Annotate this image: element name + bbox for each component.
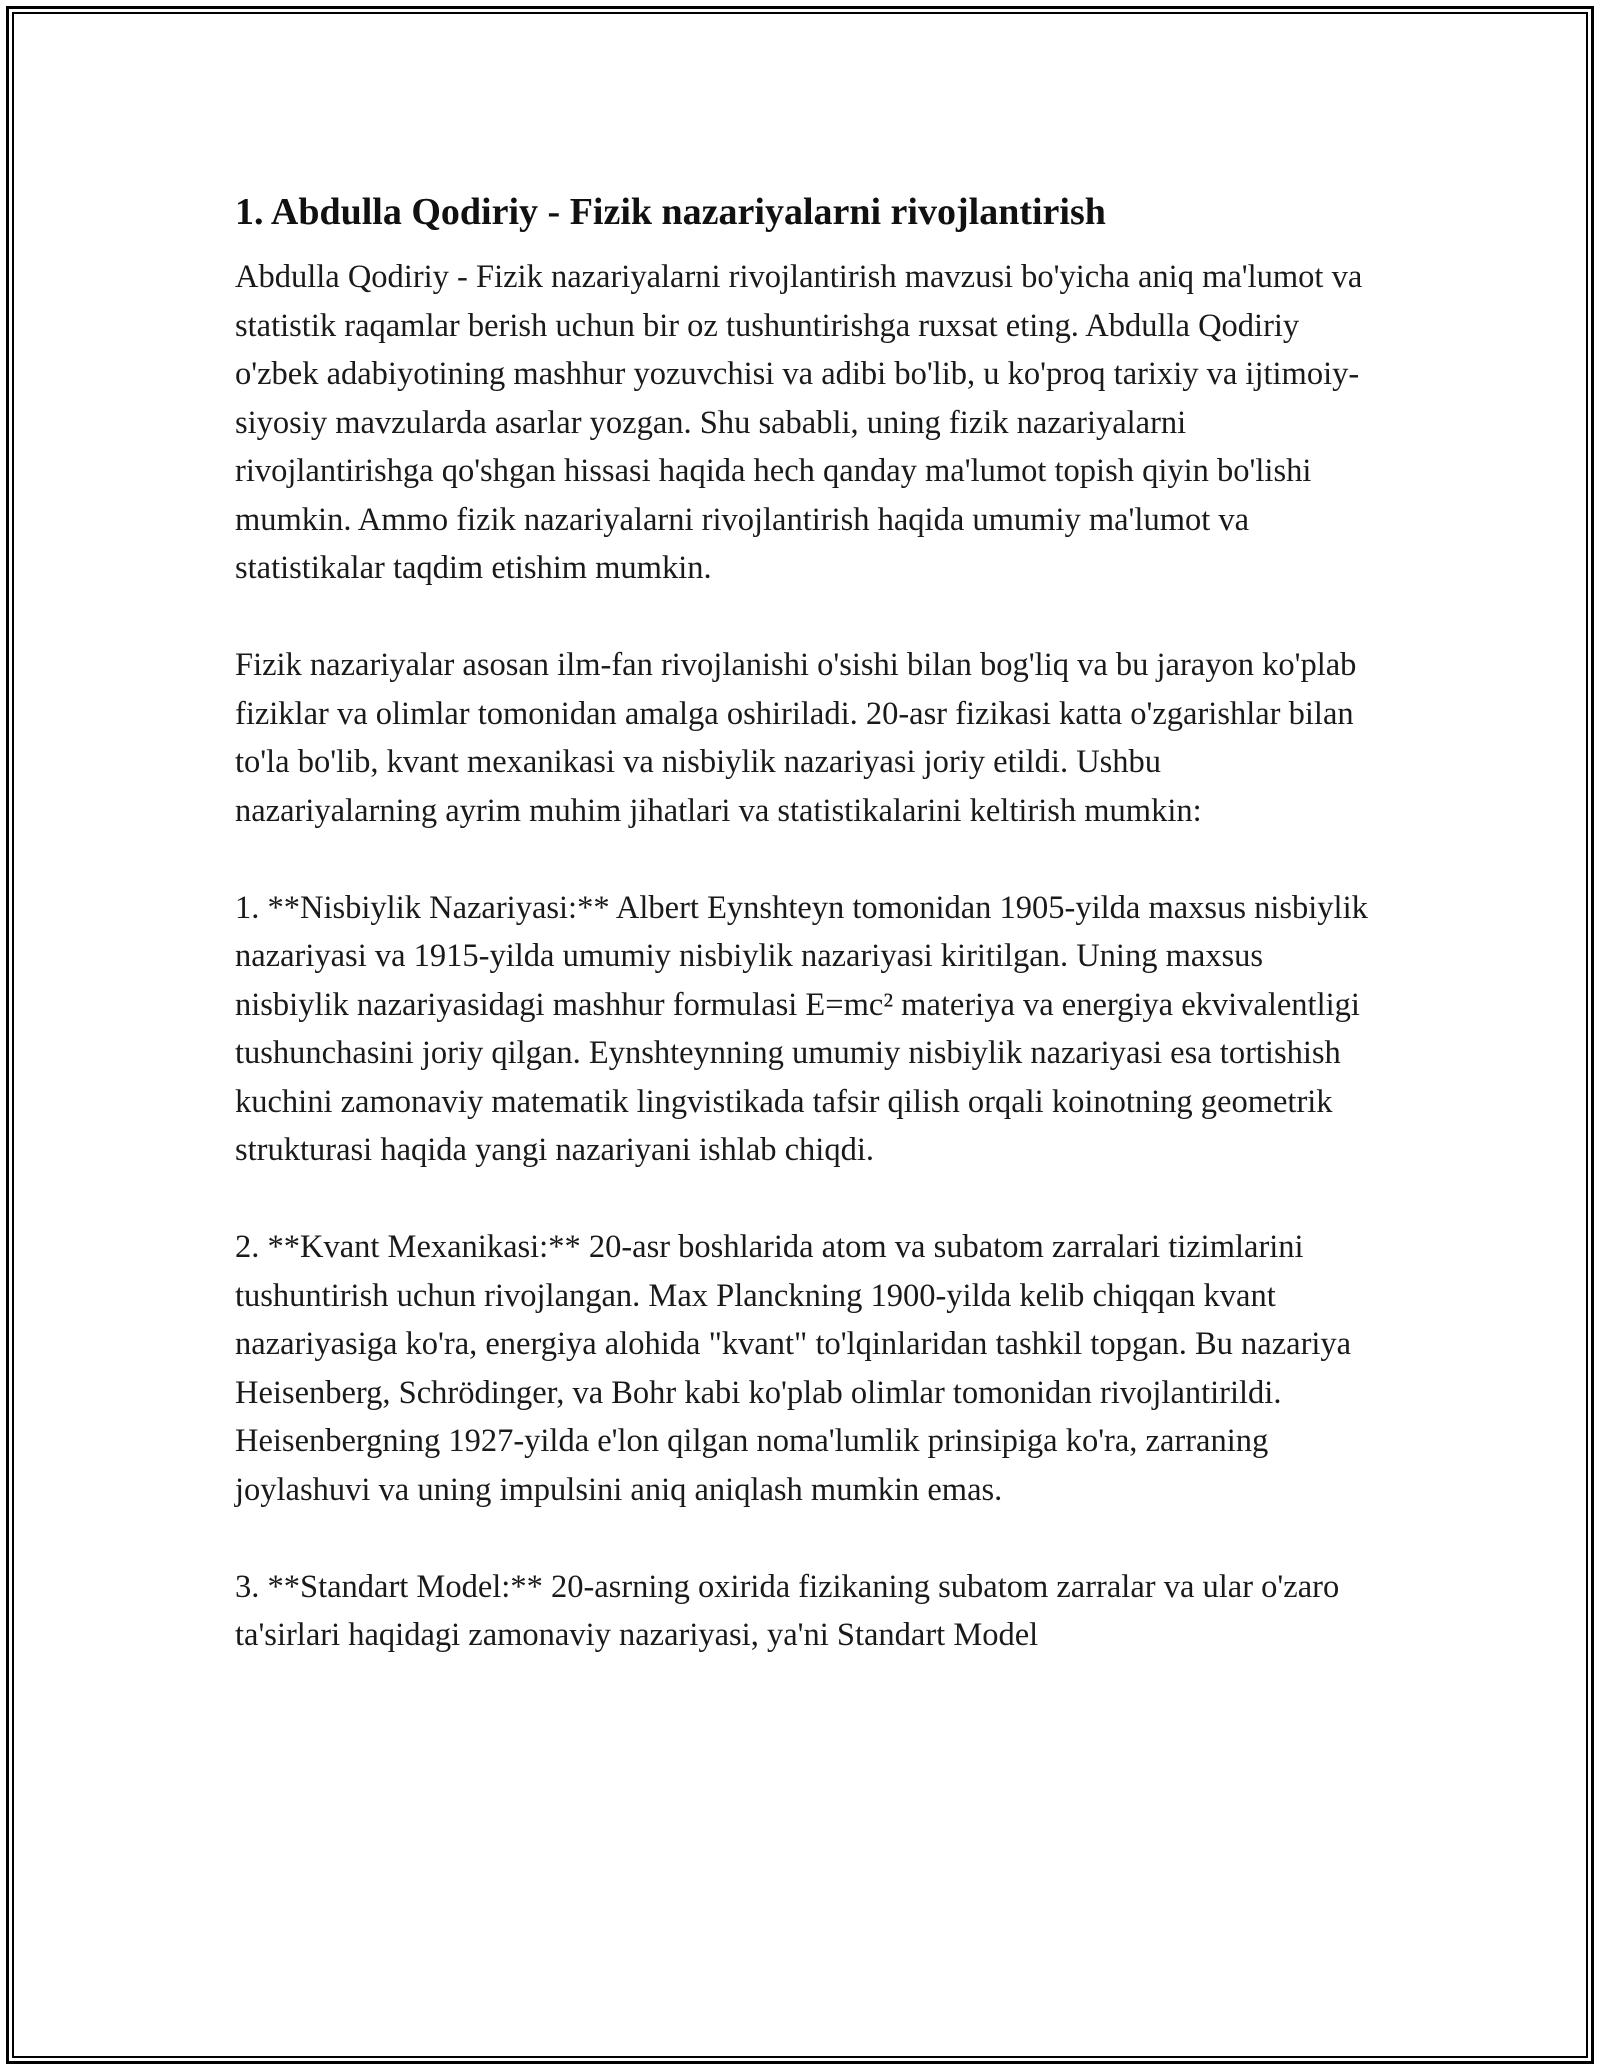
overview-paragraph: Fizik nazariyalar asosan ilm-fan rivojlanishi o'sishi bilan bog'liq va bu jarayon ko'plab fiziklar va olimlar tomonidan amalga oshiriladi. 20-asr fizikasi katta o'zgarishlar bilan to'la bo'lib, kvant mexanikasi va nisbiylik nazariyasi joriy etildi. Ushbu nazariyalarning ayrim muhim jihatlari va statistikalarini keltirish mumkin: — [235, 647, 1357, 829]
standard-model-paragraph: 3. **Standart Model:** 20-asrning oxirida fizikaning subatom zarralar va ular o'zaro ta'sirlari haqidagi zamonaviy nazariyasi, ya'ni Standart Model — [235, 1568, 1340, 1653]
document-body — [235, 185, 1370, 1660]
intro-paragraph: Abdulla Qodiriy - Fizik nazariyalarni rivojlantirish mavzusi bo'yicha aniq ma'lumot va statistik raqamlar berish uchun bir oz tushuntirishga ruxsat eting. Abdulla Qodiriy o'zbek adabiyotining mashhur yozuvchisi va adibi bo'lib, u ko'proq tarixiy va ijtimoiy-siyosiy mavzularda asarlar yozgan. Shu sababli, uning fizik nazariyalarni rivojlantirishga qo'shgan hissasi haqida hech qanday ma'lumot topish qiyin bo'lishi mumkin. Ammo fizik nazariyalarni rivojlantirish haqida umumiy ma'lumot va statistikalar taqdim etishim mumkin. — [235, 259, 1363, 586]
document-title: 1. Abdulla Qodiriy - Fizik nazariyalarni rivojlantirish — [235, 191, 1106, 233]
quantum-mechanics-paragraph: 2. **Kvant Mexanikasi:** 20-asr boshlarida atom va subatom zarralari tizimlarini tushuntirish uchun rivojlangan. Max Planckning 1900-yilda kelib chiqqan kvant nazariyasiga ko'ra, energiya alohida "kvant" to'lqinlaridan tashkil topgan. Bu nazariya Heisenberg, Schrödinger, va Bohr kabi ko'plab olimlar tomonidan rivojlantirildi. Heisenbergning 1927-yilda e'lon qilgan noma'lumlik prinsipiga ko'ra, zarraning joylashuvi va uning impulsini aniq aniqlash mumkin emas. — [235, 1229, 1352, 1508]
relativity-paragraph: 1. **Nisbiylik Nazariyasi:** Albert Eynshteyn tomonidan 1905-yilda maxsus nisbiylik nazariyasi va 1915-yilda umumiy nisbiylik nazariyasi kiritilgan. Uning maxsus nisbiylik nazariyasidagi mashhur formulasi E=mc² materiya va energiya ekvivalentligi tushunchasini joriy qilgan. Eynshteynning umumiy nisbiylik nazariyasi esa tortishish kuchini zamonaviy matematik lingvistikada tafsir qilish orqali koinotning geometrik strukturasi haqida yangi nazariyani ishlab chiqdi. — [235, 889, 1368, 1168]
